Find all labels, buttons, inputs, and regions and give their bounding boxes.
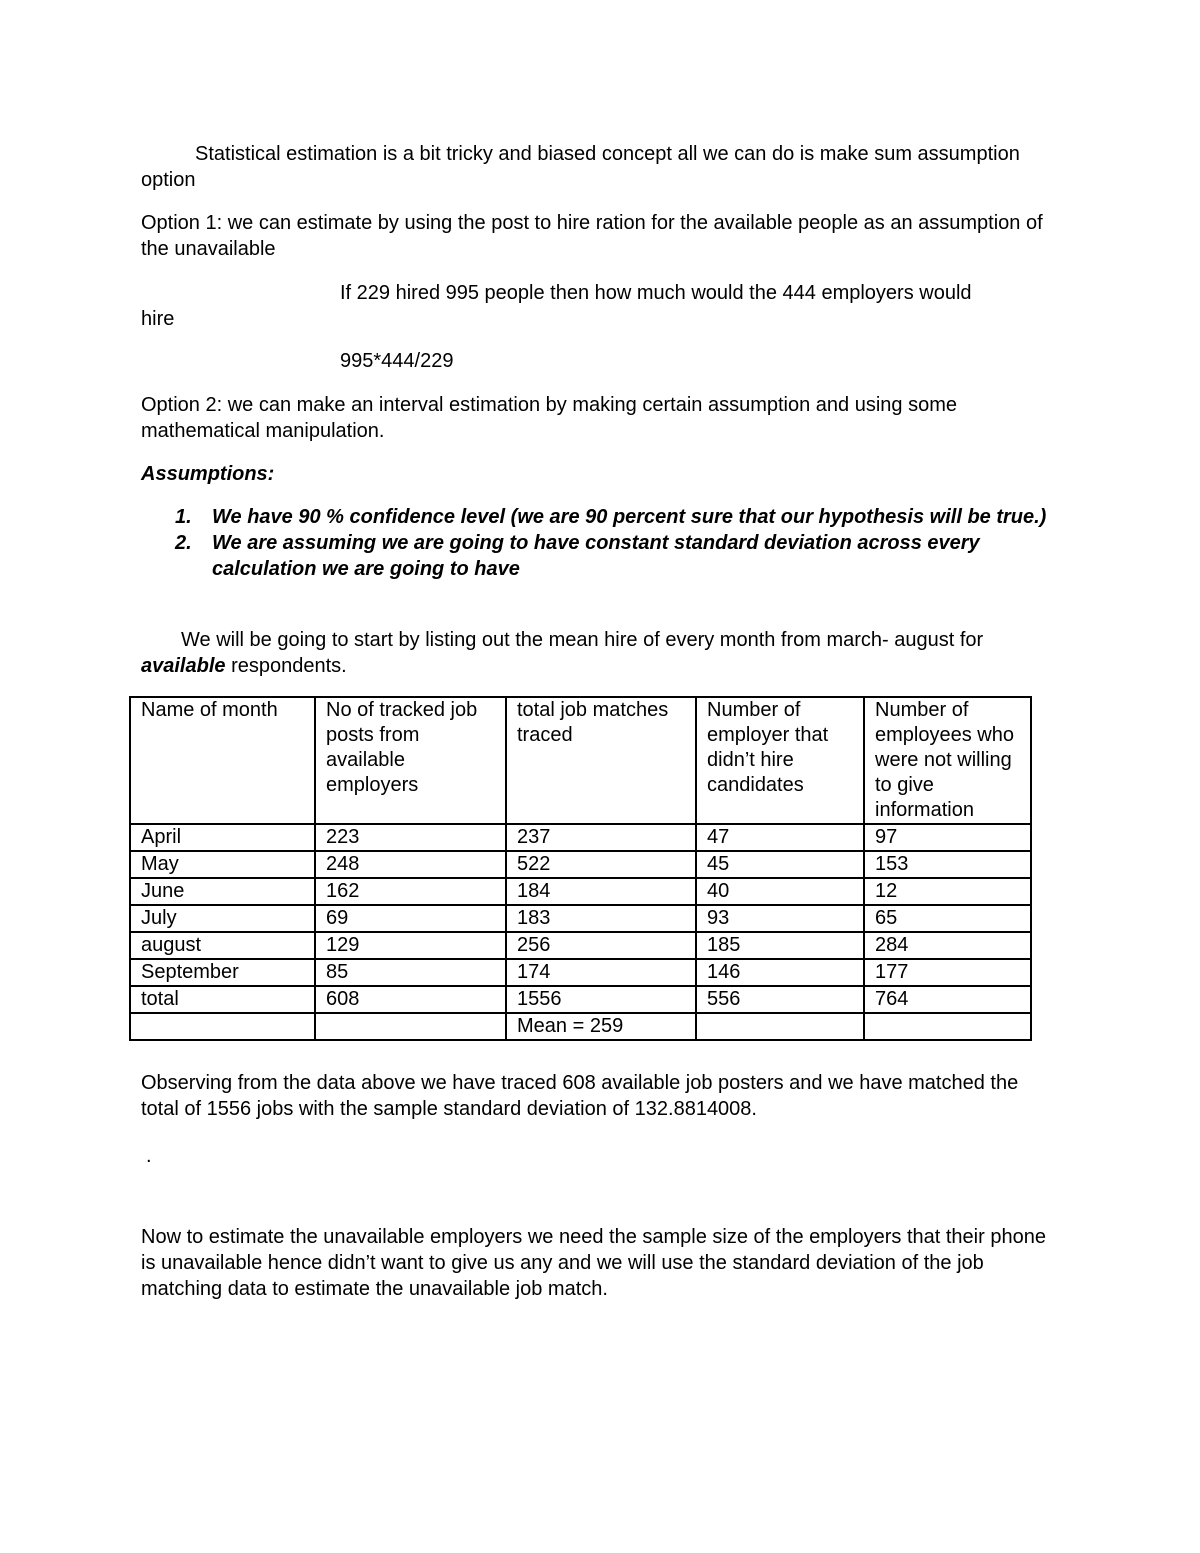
table-cell: 153 bbox=[864, 851, 1031, 878]
conclusion-paragraph: Now to estimate the unavailable employers we need the sample size of the employers that their phone is unavailable hence didn’t want to give us any and we will use the standard deviation of the job matching data to estimate the unavailable job match. bbox=[141, 1226, 1046, 1300]
table-total-row bbox=[130, 986, 1031, 1013]
table-cell: 174 bbox=[506, 959, 696, 986]
observation-paragraph: Observing from the data above we have traced 608 available job posters and we have matched the total of 1556 jobs with the sample standard deviation of 132.8814008. bbox=[141, 1072, 1019, 1120]
assumption-number: 2. bbox=[175, 532, 192, 554]
table-cell: total bbox=[130, 986, 315, 1013]
table-cell: 184 bbox=[506, 878, 696, 905]
table-cell: 237 bbox=[506, 824, 696, 851]
table-cell: 146 bbox=[696, 959, 864, 986]
table-cell: 556 bbox=[696, 986, 864, 1013]
table-cell: 608 bbox=[315, 986, 506, 1013]
assumption-number: 1. bbox=[175, 506, 192, 528]
table-cell bbox=[864, 1013, 1031, 1040]
table-cell: 129 bbox=[315, 932, 506, 959]
table-cell: 12 bbox=[864, 878, 1031, 905]
option2-paragraph: Option 2: we can make an interval estimation by making certain assumption and using some mathematical manipulation. bbox=[141, 394, 957, 442]
table-cell: 45 bbox=[696, 851, 864, 878]
table-cell: 183 bbox=[506, 905, 696, 932]
table-header-row bbox=[130, 697, 1031, 824]
option1-formula: 995*444/229 bbox=[340, 350, 454, 372]
table-cell: 522 bbox=[506, 851, 696, 878]
table-cell: Mean = 259 bbox=[506, 1013, 696, 1040]
table-cell: June bbox=[130, 878, 315, 905]
table-cell: 177 bbox=[864, 959, 1031, 986]
table-cell: 162 bbox=[315, 878, 506, 905]
table-cell: 47 bbox=[696, 824, 864, 851]
option1-question-continued: hire bbox=[141, 308, 175, 330]
assumption-item bbox=[141, 530, 1061, 582]
stray-dot: . bbox=[146, 1145, 152, 1167]
table-row bbox=[130, 905, 1031, 932]
listing-intro-paragraph bbox=[141, 627, 1061, 679]
table-cell: April bbox=[130, 824, 315, 851]
listing-intro-emphasis: available bbox=[141, 655, 226, 677]
table-cell: 248 bbox=[315, 851, 506, 878]
monthly-hire-table bbox=[129, 696, 1032, 1041]
header-cell: Number of employees who were not willing to give information bbox=[864, 697, 1031, 824]
assumption-text: We are assuming we are going to have constant standard deviation across every calculation we are going to have bbox=[212, 532, 980, 580]
table-cell: 185 bbox=[696, 932, 864, 959]
listing-intro-text: We will be going to start by listing out the mean hire of every month from march- august for bbox=[181, 629, 984, 651]
table-mean-row bbox=[130, 1013, 1031, 1040]
table-row bbox=[130, 932, 1031, 959]
table-cell: 764 bbox=[864, 986, 1031, 1013]
intro-paragraph: Statistical estimation is a bit tricky and biased concept all we can do is make sum assumption option bbox=[141, 143, 1020, 191]
table-cell: 93 bbox=[696, 905, 864, 932]
option1-paragraph: Option 1: we can estimate by using the post to hire ration for the available people as an assumption of the unavailable bbox=[141, 212, 1043, 260]
assumptions-list bbox=[141, 504, 1061, 582]
option1-question: If 229 hired 995 people then how much would the 444 employers would bbox=[340, 282, 972, 304]
table-cell: 1556 bbox=[506, 986, 696, 1013]
table-cell bbox=[315, 1013, 506, 1040]
table-row bbox=[130, 851, 1031, 878]
header-cell: Name of month bbox=[130, 697, 315, 824]
table-cell: May bbox=[130, 851, 315, 878]
table-cell: September bbox=[130, 959, 315, 986]
header-cell: No of tracked job posts from available employers bbox=[315, 697, 506, 824]
table-cell: 284 bbox=[864, 932, 1031, 959]
table-row bbox=[130, 878, 1031, 905]
listing-intro-tail: respondents. bbox=[225, 655, 347, 677]
assumption-item bbox=[141, 504, 1061, 530]
table-row bbox=[130, 824, 1031, 851]
table-cell: July bbox=[130, 905, 315, 932]
table-cell: august bbox=[130, 932, 315, 959]
header-cell: total job matches traced bbox=[506, 697, 696, 824]
table-cell: 256 bbox=[506, 932, 696, 959]
assumptions-heading: Assumptions: bbox=[141, 463, 275, 485]
table-cell: 97 bbox=[864, 824, 1031, 851]
table-cell bbox=[696, 1013, 864, 1040]
table-cell: 40 bbox=[696, 878, 864, 905]
header-cell: Number of employer that didn’t hire candidates bbox=[696, 697, 864, 824]
table-cell: 65 bbox=[864, 905, 1031, 932]
table-cell bbox=[130, 1013, 315, 1040]
table-cell: 223 bbox=[315, 824, 506, 851]
table-cell: 69 bbox=[315, 905, 506, 932]
table-row bbox=[130, 959, 1031, 986]
table-cell: 85 bbox=[315, 959, 506, 986]
assumption-text: We have 90 % confidence level (we are 90 percent sure that our hypothesis will be true.) bbox=[212, 506, 1047, 528]
